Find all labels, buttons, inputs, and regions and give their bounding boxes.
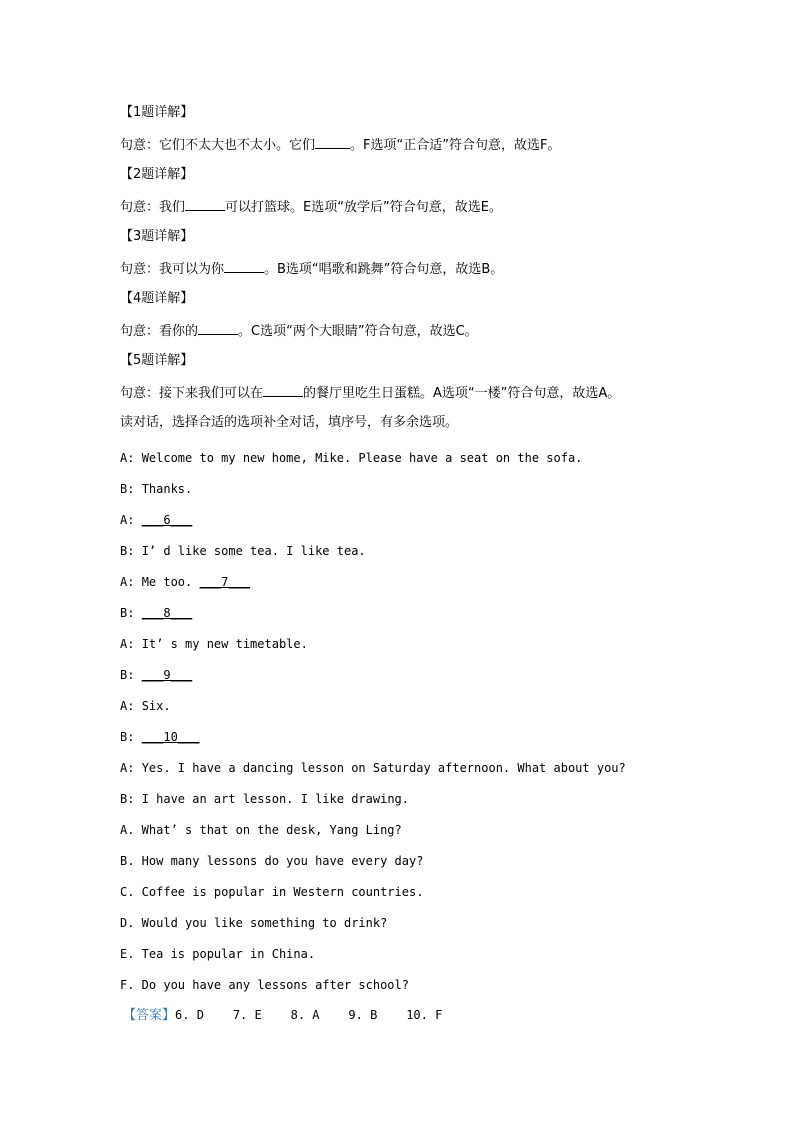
answer-blank	[185, 198, 225, 211]
explanation-text-after: 可以打篮球。E选项“放学后”符合句意，故选E。	[225, 200, 502, 215]
explanation-line	[120, 260, 503, 278]
answer-label: 【答案】	[123, 1008, 176, 1023]
numbered-blank: ___10___	[141, 730, 200, 744]
dialogue-text: It’ s my new timetable.	[141, 637, 308, 651]
explanation-heading: 【5题详解】	[120, 353, 194, 368]
dialogue-text: Me too.	[141, 575, 200, 589]
explanation-text-after: 的餐厅里吃生日蛋糕。A选项“一楼”符合句意，故选A。	[303, 386, 621, 401]
dialogue-line	[120, 605, 192, 621]
speaker-label: A:	[120, 761, 142, 775]
instruction-text: 读对话，选择合适的选项补全对话，填序号，有多余选项。	[120, 415, 459, 430]
explanation-heading: 【2题详解】	[120, 167, 194, 182]
speaker-label: A:	[120, 451, 142, 465]
answer-blank	[198, 322, 238, 335]
dialogue-text: Six.	[141, 699, 171, 713]
speaker-label: B:	[120, 792, 142, 806]
explanation-text-after: 。B选项“唱歌和跳舞”符合句意，故选B。	[264, 262, 504, 277]
dialogue-line	[120, 450, 582, 466]
speaker-label: A:	[120, 637, 142, 651]
option-item: D. Would you like something to drink?	[120, 916, 388, 930]
dialogue-text: Thanks.	[141, 482, 193, 496]
option-item: F. Do you have any lessons after school?	[120, 978, 409, 992]
explanation-line	[120, 198, 502, 216]
speaker-label: A:	[120, 699, 142, 713]
dialogue-line	[120, 543, 366, 559]
dialogue-line	[120, 760, 626, 776]
explanation-heading: 【4题详解】	[120, 291, 194, 306]
dialogue-line	[120, 698, 171, 714]
explanation-line	[120, 384, 620, 402]
dialogue-text: Welcome to my new home, Mike. Please have a seat on the sofa.	[141, 451, 583, 465]
dialogue-line	[120, 667, 192, 683]
option-item: C. Coffee is popular in Western countries.	[120, 885, 424, 899]
speaker-label: B:	[120, 668, 142, 682]
dialogue-line	[120, 574, 250, 590]
explanation-heading: 【3题详解】	[120, 229, 194, 244]
explanation-text-after: 。C选项“两个大眼睛”符合句意，故选C。	[238, 324, 478, 339]
option-item: E. Tea is popular in China.	[120, 947, 316, 961]
answer-blank	[224, 260, 264, 273]
answer-blank	[263, 384, 303, 397]
option-item: A. What’ s that on the desk, Yang Ling?	[120, 823, 402, 837]
explanation-text-before: 句意：我们	[120, 200, 186, 215]
numbered-blank: ___9___	[141, 668, 193, 682]
dialogue-line	[120, 729, 199, 745]
speaker-label: B:	[120, 730, 142, 744]
explanation-text-before: 句意：它们不太大也不太小。它们	[120, 138, 316, 153]
speaker-label: B:	[120, 482, 142, 496]
numbered-blank: ___7___	[199, 575, 251, 589]
explanation-text-after: 。F选项“正合适”符合句意，故选F。	[350, 138, 561, 153]
dialogue-text: I’ d like some tea. I like tea.	[141, 544, 366, 558]
dialogue-text: I have an art lesson. I like drawing.	[141, 792, 409, 806]
answer-text: 6. D 7. E 8. A 9. B 10. F	[175, 1008, 443, 1022]
explanation-text-before: 句意：我可以为你	[120, 262, 225, 277]
dialogue-line	[120, 481, 192, 497]
explanation-text-before: 句意：看你的	[120, 324, 199, 339]
numbered-blank: ___6___	[141, 513, 193, 527]
dialogue-line	[120, 512, 192, 528]
explanation-line	[120, 136, 560, 154]
answer-blank	[315, 136, 350, 149]
option-item: B. How many lessons do you have every day?	[120, 854, 424, 868]
explanation-line	[120, 322, 478, 340]
dialogue-line	[120, 636, 308, 652]
speaker-label: B:	[120, 544, 142, 558]
explanation-heading: 【1题详解】	[120, 105, 194, 120]
dialogue-line	[120, 791, 409, 807]
dialogue-text: Yes. I have a dancing lesson on Saturday afternoon. What about you?	[141, 761, 626, 775]
speaker-label: A:	[120, 575, 142, 589]
explanation-text-before: 句意：接下来我们可以在	[120, 386, 264, 401]
numbered-blank: ___8___	[141, 606, 193, 620]
answer-line	[123, 1007, 442, 1024]
speaker-label: A:	[120, 513, 142, 527]
speaker-label: B:	[120, 606, 142, 620]
